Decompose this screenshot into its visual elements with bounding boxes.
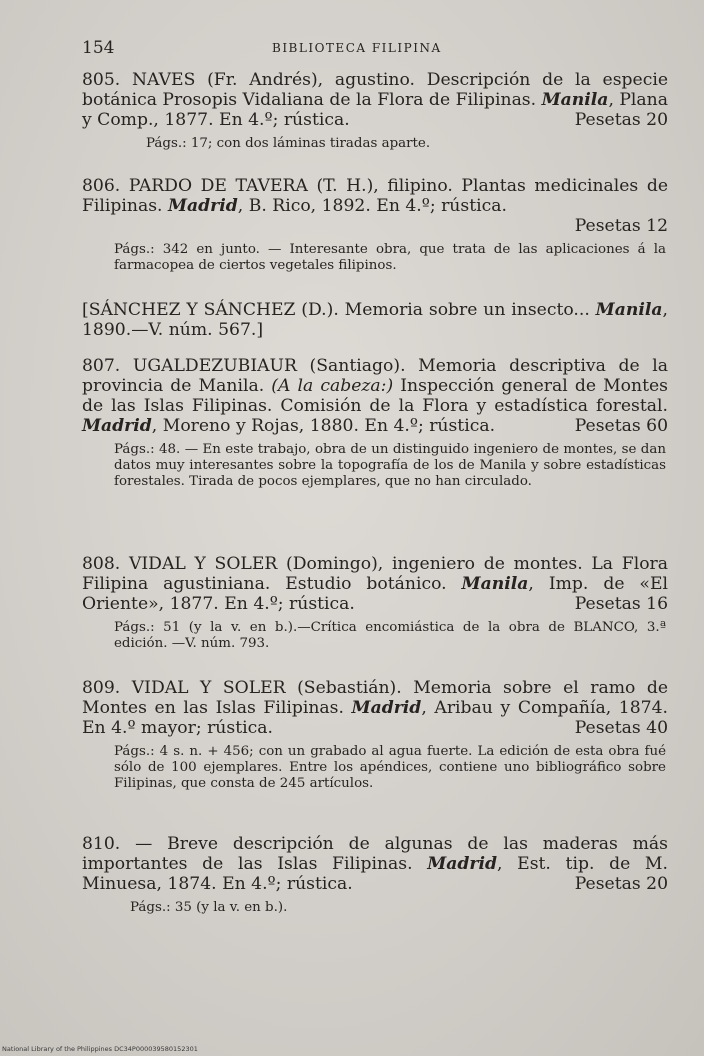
entry-810-text: 810. — Breve descripción de algunas de las maderas más importantes de las Islas Filipinas. Madrid, Est. tip. de M. Minuesa, 1874. En 4.º; rústica. Pesetas 20 <box>82 834 668 894</box>
entry-809-place: Madrid <box>351 698 422 718</box>
entry-809-note: Págs.: 4 s. n. + 456; con un grabado al agua fuerte. La edición de esta obra fué sólo de 100 ejemplares. Entre los apéndices, contiene uno bibliográfico sobre Filipinas, que consta de 245 artículos. <box>114 744 666 791</box>
entry-808-price: Pesetas 16 <box>574 594 668 614</box>
entry-sanchez-xref <box>82 300 668 340</box>
entry-807-header-note: (A la cabeza:) <box>271 376 394 396</box>
entry-806-place: Madrid <box>167 196 238 216</box>
entry-807 <box>82 356 668 490</box>
running-title: BIBLIOTECA FILIPINA <box>272 41 442 55</box>
entry-806-text: 806. PARDO DE TAVERA (T. H.), filipino. Plantas medicinales de Filipinas. Madrid, B. Rico, 1892. En 4.º; rústica. Pesetas 12 <box>82 176 668 236</box>
entry-808 <box>82 554 668 652</box>
entry-810-price: Pesetas 20 <box>574 874 668 894</box>
entry-810-place: Madrid <box>427 854 498 874</box>
entry-810-note: Págs.: 35 (y la v. en b.). <box>130 900 288 915</box>
entry-806 <box>82 176 668 274</box>
entry-809-text: 809. VIDAL Y SOLER (Sebastián). Memoria sobre el ramo de Montes en las Islas Filipinas. Madrid, Aribau y Compañía, 1874. En 4.º mayor; rústica. Pesetas 40 <box>82 678 668 738</box>
entry-808-note: Págs.: 51 (y la v. en b.).—Crítica encomiástica de la obra de BLANCO, 3.ª edición. —V. núm. 793. <box>114 620 666 651</box>
entry-805-place: Manila <box>541 90 609 110</box>
entry-807-price: Pesetas 60 <box>574 416 668 436</box>
entry-810 <box>82 834 668 916</box>
entry-805-note: Págs.: 17; con dos láminas tiradas aparte. <box>146 136 431 151</box>
entry-807-place: Madrid <box>82 416 152 436</box>
entry-806-price: Pesetas 12 <box>574 216 668 236</box>
page-number: 154 <box>82 38 115 58</box>
entry-805-price: Pesetas 20 <box>574 110 668 130</box>
entry-805 <box>82 70 668 152</box>
entry-808-place: Manila <box>461 574 529 594</box>
entry-sanchez-text: [SÁNCHEZ Y SÁNCHEZ (D.). Memoria sobre un insecto... Manila, 1890.—V. núm. 567.] <box>82 300 668 340</box>
entry-809 <box>82 678 668 792</box>
entry-807-note: Págs.: 48. — En este trabajo, obra de un distinguido ingeniero de montes, se dan datos muy interesantes sobre la topografía de los de Manila y sobre estadísticas forestales. Tirada de pocos ejemplares, que no han circulado. <box>114 442 666 489</box>
entry-sanchez-place: Manila <box>595 300 663 320</box>
entry-805-text: 805. NAVES (Fr. Andrés), agustino. Descripción de la especie botánica Prosopis Vidaliana de la Flora de Filipinas. Manila, Plana y Comp., 1877. En 4.º; rústica. Pesetas 20 <box>82 70 668 130</box>
scan-credit: National Library of the Philippines DC34P000039580152301 <box>2 1045 198 1053</box>
entry-806-note: Págs.: 342 en junto. — Interesante obra, que trata de las aplicaciones á la farmacopea de ciertos vegetales filipinos. <box>114 242 666 273</box>
entry-807-text: 807. UGALDEZUBIAUR (Santiago). Memoria descriptiva de la provincia de Manila. (A la cabeza:) Inspección general de Montes de las Islas Filipinas. Comisión de la Flora y estadística forestal. Madrid, Moreno y Rojas, 1880. En 4.º; rústica. Pesetas 60 <box>82 356 669 436</box>
entry-809-price: Pesetas 40 <box>574 718 668 738</box>
entry-808-text: 808. VIDAL Y SOLER (Domingo), ingeniero de montes. La Flora Filipina agustiniana. Estudio botánico. Manila, Imp. de «El Oriente», 1877. En 4.º; rústica. Pesetas 16 <box>82 554 668 614</box>
page-header <box>82 38 664 62</box>
